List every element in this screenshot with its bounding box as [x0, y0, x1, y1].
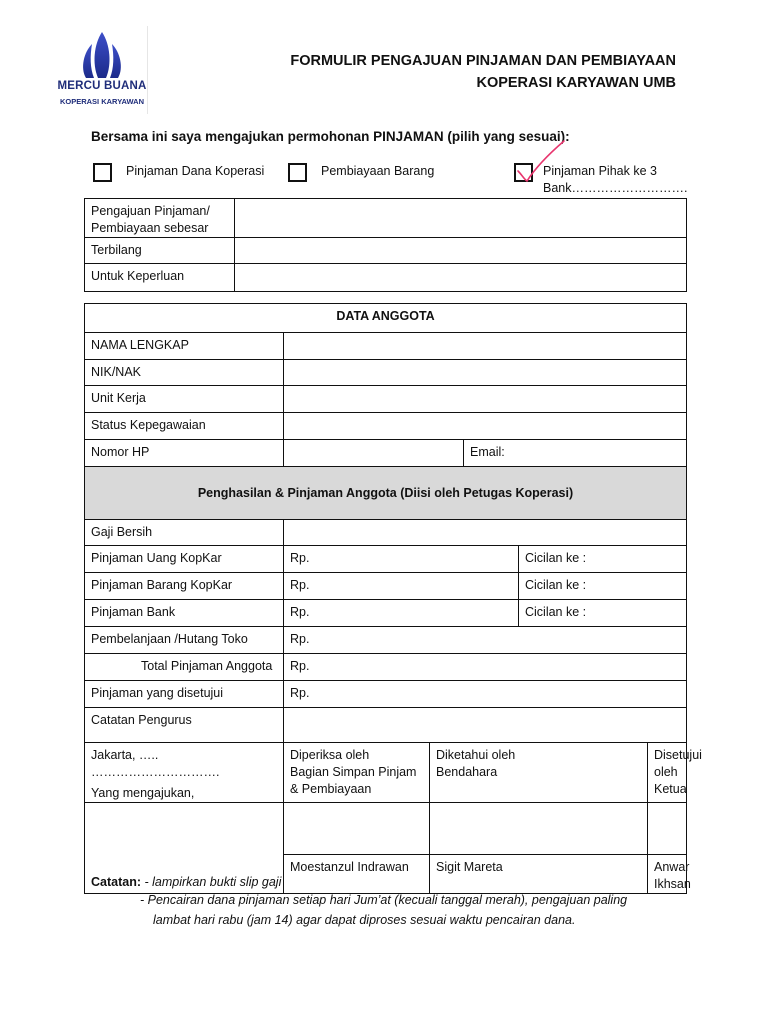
loan-request-table — [84, 198, 687, 292]
checker-header — [284, 743, 430, 803]
signature-treasurer[interactable] — [430, 803, 648, 855]
mercu-buana-emblem — [78, 30, 126, 80]
rp-prefix: Rp. — [290, 632, 310, 646]
field-nik[interactable] — [284, 360, 687, 386]
footnote-label: Catatan: — [91, 875, 142, 889]
option-pembiayaan-barang[interactable] — [288, 163, 434, 182]
field-unit[interactable] — [284, 386, 687, 413]
field-phone[interactable] — [284, 440, 464, 467]
treasurer-label-2: Bendahara — [436, 765, 498, 779]
checkbox-dana-koperasi[interactable] — [93, 163, 112, 182]
rp-prefix: Rp. — [290, 605, 310, 619]
chair-header — [648, 743, 702, 803]
field-total-loan[interactable] — [284, 654, 687, 681]
footnote-item-2: - Pencairan dana pinjaman setiap hari Jum’at (kecuali tanggal merah), pengajuan paling — [140, 893, 628, 907]
section-header-income: Penghasilan & Pinjaman Anggota (Diisi oleh Petugas Koperasi) — [85, 467, 687, 520]
field-loan-cash[interactable] — [284, 546, 519, 573]
label-amount-line-2: Pembiayaan sebesar — [91, 221, 209, 235]
field-approved-loan[interactable] — [284, 681, 687, 708]
label-purpose: Untuk Keperluan — [85, 264, 235, 292]
rp-prefix: Rp. — [290, 551, 310, 565]
label-loan-goods: Pinjaman Barang KopKar — [85, 573, 284, 600]
footnote-item-2b: lambat hari rabu (jam 14) agar dapat diproses sesuai waktu pencairan dana. — [153, 913, 576, 927]
applicant-header — [85, 743, 284, 803]
rp-prefix: Rp. — [290, 659, 310, 673]
checker-label-3: & Pembiayaan — [290, 782, 372, 796]
installment-label: Cicilan ke : — [525, 578, 587, 592]
label-status: Status Kepegawaian — [85, 413, 284, 440]
member-data-table — [84, 303, 702, 894]
checkbox-pembiayaan-barang[interactable] — [288, 163, 307, 182]
rp-prefix: Rp. — [290, 686, 310, 700]
field-shop-debt[interactable] — [284, 627, 687, 654]
name-checker: Moestanzul Indrawan — [284, 855, 430, 894]
footnote-line-1 — [91, 872, 281, 892]
field-installment-bank[interactable] — [519, 600, 687, 627]
name-treasurer: Sigit Mareta — [430, 855, 648, 894]
label-amount — [85, 199, 235, 238]
field-installment-cash[interactable] — [519, 546, 687, 573]
label-approved-loan: Pinjaman yang disetujui — [85, 681, 284, 708]
option-dana-koperasi[interactable] — [93, 163, 264, 182]
field-status[interactable] — [284, 413, 687, 440]
form-title — [290, 50, 676, 94]
place-date: Jakarta, ….. …………………………. — [91, 748, 220, 779]
field-loan-goods[interactable] — [284, 573, 519, 600]
field-net-salary[interactable] — [284, 520, 687, 546]
section-header-member: DATA ANGGOTA — [85, 304, 687, 333]
label-amount-line-1: Pengajuan Pinjaman/ — [91, 204, 210, 218]
signature-chair[interactable] — [648, 803, 687, 855]
field-spelled[interactable] — [235, 238, 687, 264]
name-chair: Anwar Ikhsan — [648, 855, 687, 894]
label-loan-bank: Pinjaman Bank — [85, 600, 284, 627]
logo-brand-text: MERCU BUANA — [57, 80, 147, 92]
checker-label-1: Diperiksa oleh — [290, 748, 370, 762]
field-installment-goods[interactable] — [519, 573, 687, 600]
checker-label-2: Bagian Simpan Pinjam — [290, 765, 417, 779]
label-total-loan: Total Pinjaman Anggota — [85, 654, 284, 681]
field-loan-bank[interactable] — [284, 600, 519, 627]
check-mark-icon — [514, 137, 568, 185]
label-nik: NIK/NAK — [85, 360, 284, 386]
footnote-item-1: - lampirkan bukti slip gaji — [144, 875, 282, 889]
label-spelled: Terbilang — [85, 238, 235, 264]
option-label: Pembiayaan Barang — [321, 164, 435, 178]
installment-label: Cicilan ke : — [525, 605, 587, 619]
label-unit: Unit Kerja — [85, 386, 284, 413]
label-email: Email: — [470, 445, 505, 459]
field-full-name[interactable] — [284, 333, 687, 360]
label-full-name: NAMA LENGKAP — [85, 333, 284, 360]
option-label-line-1: Pinjaman Pihak ke 3 — [543, 164, 657, 178]
label-net-salary: Gaji Bersih — [85, 520, 284, 546]
chair-label-1: Disetujui oleh — [654, 748, 702, 779]
chair-label-2: Ketua — [654, 782, 687, 796]
label-phone: Nomor HP — [85, 440, 284, 467]
label-shop-debt: Pembelanjaan /Hutang Toko — [85, 627, 284, 654]
treasurer-label-1: Diketahui oleh — [436, 748, 516, 762]
rp-prefix: Rp. — [290, 578, 310, 592]
treasurer-header — [430, 743, 648, 803]
option-label-line-2: Bank………………………. — [543, 181, 688, 195]
field-purpose[interactable] — [235, 264, 687, 292]
signature-checker[interactable] — [284, 803, 430, 855]
label-loan-cash: Pinjaman Uang KopKar — [85, 546, 284, 573]
form-title-line-2: KOPERASI KARYAWAN UMB — [476, 75, 676, 91]
installment-label: Cicilan ke : — [525, 551, 587, 565]
field-amount[interactable] — [235, 199, 687, 238]
applicant-label: Yang mengajukan, — [91, 786, 195, 800]
option-label: Pinjaman Dana Koperasi — [126, 164, 265, 178]
logo-sub-text: KOPERASI KARYAWAN — [59, 97, 145, 106]
field-management-notes[interactable] — [284, 708, 687, 743]
intro-text: Bersama ini saya mengajukan permohonan PINJAMAN (pilih yang sesuai): — [91, 129, 570, 144]
label-management-notes: Catatan Pengurus — [85, 708, 284, 743]
koperasi-logo — [56, 26, 148, 114]
form-title-line-1: FORMULIR PENGAJUAN PINJAMAN DAN PEMBIAYAAN — [290, 53, 676, 69]
field-email[interactable] — [464, 440, 687, 467]
